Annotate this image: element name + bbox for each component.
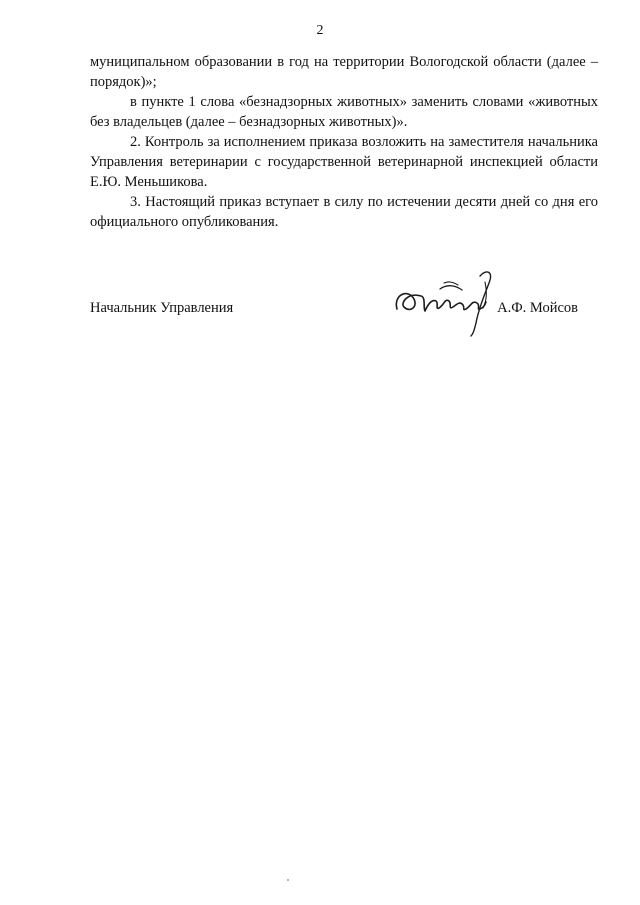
document-body bbox=[90, 52, 598, 232]
paragraph-4: 3. Настоящий приказ вступает в силу по истечении десяти дней со дня его официального опубликования. bbox=[90, 194, 598, 230]
handwritten-signature bbox=[390, 268, 500, 338]
paragraph-2: в пункте 1 слова «безнадзорных животных» заменить словами «животных без владельцев (далее – безнадзорных животных)». bbox=[90, 94, 598, 130]
page-number: 2 bbox=[316, 23, 324, 38]
scan-dot bbox=[287, 879, 289, 881]
paragraph-1: муниципальном образовании в год на территории Вологодской области (далее – порядок)»; bbox=[90, 54, 598, 90]
signature-block bbox=[90, 288, 598, 358]
signatory-name: А.Ф. Мойсов bbox=[497, 300, 578, 316]
paragraph-3: 2. Контроль за исполнением приказа возложить на заместителя начальника Управления ветеринарии с государственной ветеринарной инспекцией области Е.Ю. Меньшикова. bbox=[90, 134, 598, 190]
signatory-title: Начальник Управления bbox=[90, 300, 234, 316]
